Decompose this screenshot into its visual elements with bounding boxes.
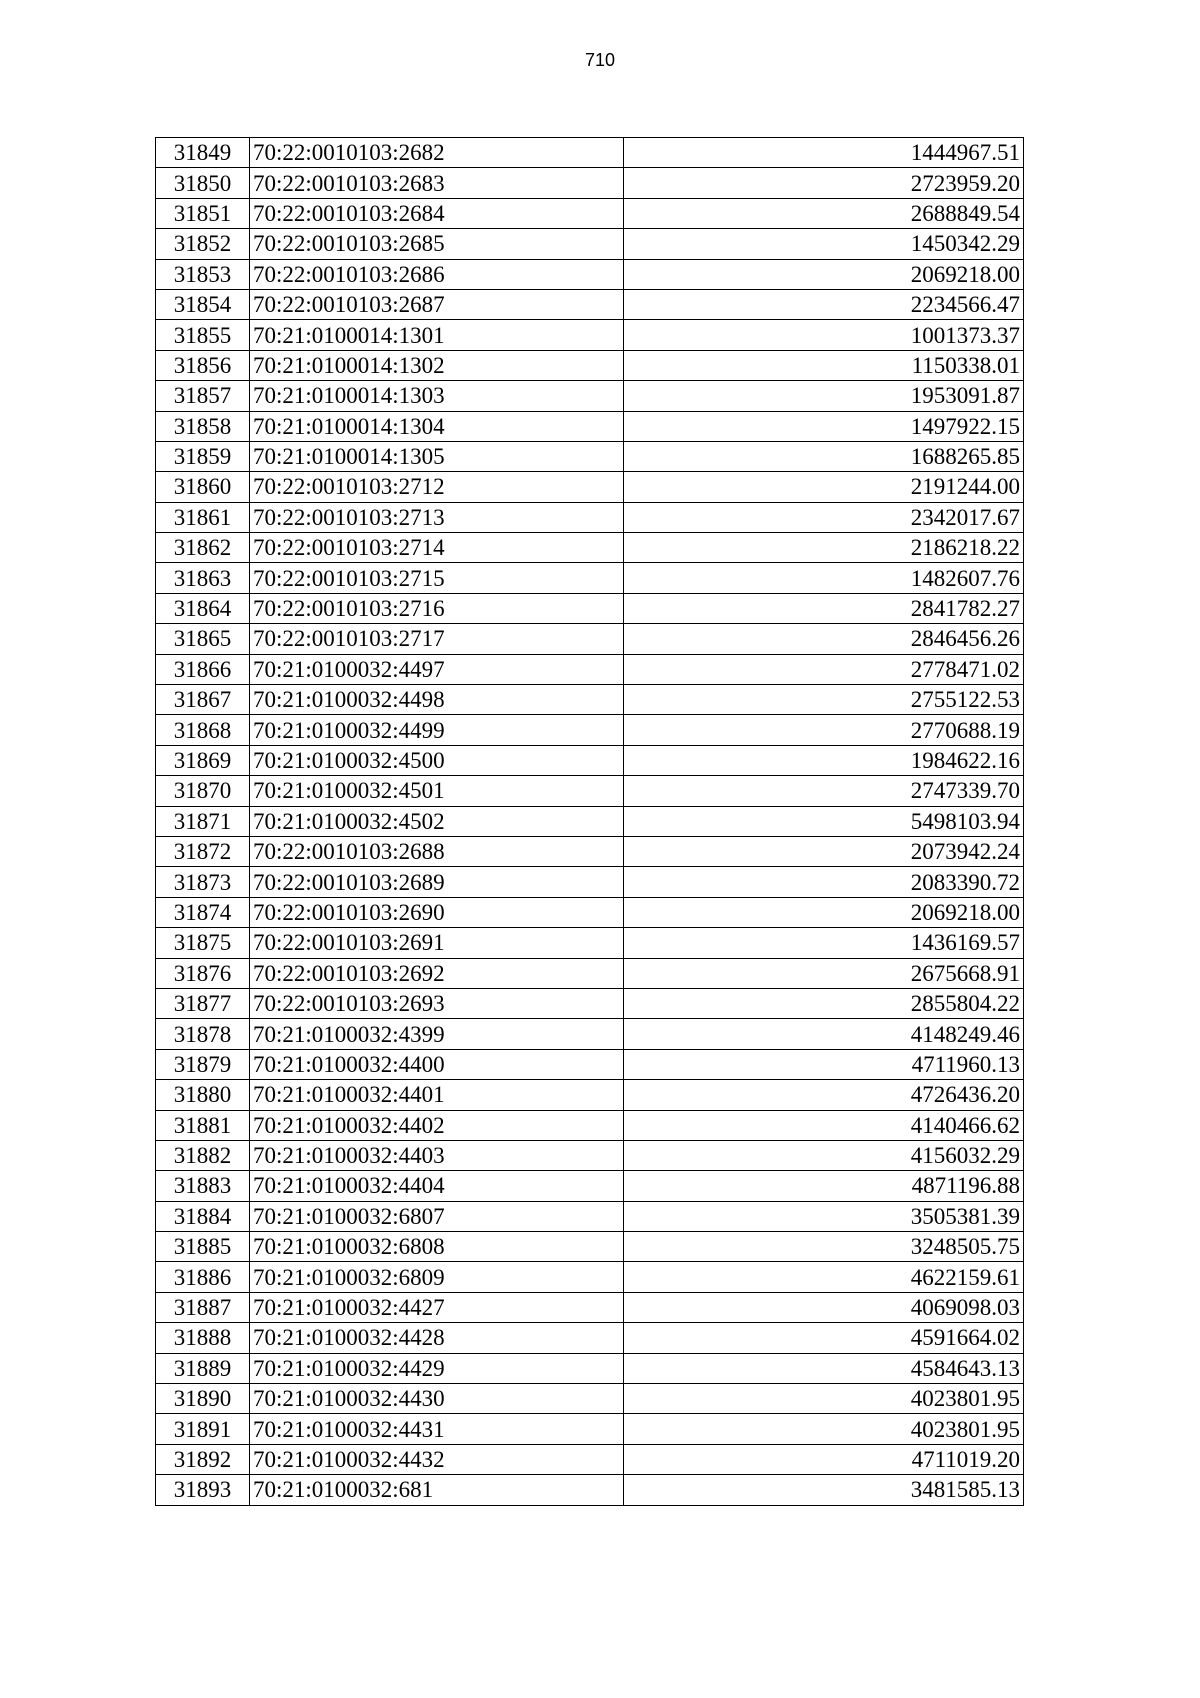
value-cell: 2846456.26 xyxy=(624,624,1024,654)
cadastral-number-cell: 70:21:0100014:1303 xyxy=(250,381,624,411)
table-row xyxy=(156,715,1024,745)
value-cell: 5498103.94 xyxy=(624,806,1024,836)
value-cell: 2234566.47 xyxy=(624,289,1024,319)
cadastral-number-cell: 70:21:0100032:4498 xyxy=(250,685,624,715)
table-row xyxy=(156,806,1024,836)
table-row xyxy=(156,1262,1024,1292)
value-cell: 1450342.29 xyxy=(624,229,1024,259)
value-cell: 4023801.95 xyxy=(624,1384,1024,1414)
table-row xyxy=(156,1353,1024,1383)
value-cell: 2723959.20 xyxy=(624,168,1024,198)
row-number-cell: 31855 xyxy=(156,320,250,350)
cadastral-value-table xyxy=(155,137,1024,1506)
cadastral-number-cell: 70:21:0100032:4404 xyxy=(250,1171,624,1201)
table-row xyxy=(156,1414,1024,1444)
cadastral-number-cell: 70:22:0010103:2716 xyxy=(250,593,624,623)
table-row xyxy=(156,1232,1024,1262)
value-cell: 2191244.00 xyxy=(624,472,1024,502)
cadastral-number-cell: 70:21:0100032:4499 xyxy=(250,715,624,745)
row-number-cell: 31858 xyxy=(156,411,250,441)
value-cell: 2770688.19 xyxy=(624,715,1024,745)
value-cell: 4711019.20 xyxy=(624,1444,1024,1474)
row-number-cell: 31857 xyxy=(156,381,250,411)
cadastral-number-cell: 70:21:0100032:4429 xyxy=(250,1353,624,1383)
table-row xyxy=(156,168,1024,198)
value-cell: 1482607.76 xyxy=(624,563,1024,593)
row-number-cell: 31866 xyxy=(156,654,250,684)
row-number-cell: 31863 xyxy=(156,563,250,593)
row-number-cell: 31884 xyxy=(156,1201,250,1231)
table-row xyxy=(156,745,1024,775)
cadastral-number-cell: 70:21:0100032:4402 xyxy=(250,1110,624,1140)
table-row xyxy=(156,958,1024,988)
cadastral-number-cell: 70:21:0100032:6807 xyxy=(250,1201,624,1231)
cadastral-number-cell: 70:21:0100032:4430 xyxy=(250,1384,624,1414)
cadastral-number-cell: 70:21:0100014:1302 xyxy=(250,350,624,380)
row-number-cell: 31888 xyxy=(156,1323,250,1353)
value-cell: 2069218.00 xyxy=(624,259,1024,289)
cadastral-number-cell: 70:22:0010103:2691 xyxy=(250,928,624,958)
row-number-cell: 31887 xyxy=(156,1292,250,1322)
cadastral-number-cell: 70:21:0100032:4399 xyxy=(250,1019,624,1049)
table-row xyxy=(156,1080,1024,1110)
table-row xyxy=(156,654,1024,684)
table-row xyxy=(156,1475,1024,1505)
value-cell: 2755122.53 xyxy=(624,685,1024,715)
value-cell: 4711960.13 xyxy=(624,1049,1024,1079)
row-number-cell: 31883 xyxy=(156,1171,250,1201)
row-number-cell: 31865 xyxy=(156,624,250,654)
cadastral-number-cell: 70:22:0010103:2713 xyxy=(250,502,624,532)
row-number-cell: 31876 xyxy=(156,958,250,988)
row-number-cell: 31891 xyxy=(156,1414,250,1444)
row-number-cell: 31873 xyxy=(156,867,250,897)
value-cell: 2778471.02 xyxy=(624,654,1024,684)
table-row xyxy=(156,1110,1024,1140)
value-cell: 3481585.13 xyxy=(624,1475,1024,1505)
table-row xyxy=(156,1323,1024,1353)
cadastral-number-cell: 70:22:0010103:2683 xyxy=(250,168,624,198)
cadastral-number-cell: 70:22:0010103:2714 xyxy=(250,533,624,563)
row-number-cell: 31851 xyxy=(156,198,250,228)
cadastral-number-cell: 70:22:0010103:2682 xyxy=(250,138,624,168)
row-number-cell: 31861 xyxy=(156,502,250,532)
table-row xyxy=(156,472,1024,502)
cadastral-number-cell: 70:21:0100032:4497 xyxy=(250,654,624,684)
cadastral-number-cell: 70:22:0010103:2686 xyxy=(250,259,624,289)
table-row xyxy=(156,441,1024,471)
table-row xyxy=(156,563,1024,593)
value-cell: 2855804.22 xyxy=(624,988,1024,1018)
table-row xyxy=(156,259,1024,289)
row-number-cell: 31852 xyxy=(156,229,250,259)
cadastral-number-cell: 70:22:0010103:2685 xyxy=(250,229,624,259)
row-number-cell: 31874 xyxy=(156,897,250,927)
value-cell: 2841782.27 xyxy=(624,593,1024,623)
row-number-cell: 31853 xyxy=(156,259,250,289)
row-number-cell: 31882 xyxy=(156,1140,250,1170)
row-number-cell: 31854 xyxy=(156,289,250,319)
value-cell: 1688265.85 xyxy=(624,441,1024,471)
value-cell: 1984622.16 xyxy=(624,745,1024,775)
cadastral-number-cell: 70:22:0010103:2693 xyxy=(250,988,624,1018)
table-row xyxy=(156,1171,1024,1201)
table-row xyxy=(156,320,1024,350)
cadastral-number-cell: 70:22:0010103:2712 xyxy=(250,472,624,502)
cadastral-number-cell: 70:22:0010103:2688 xyxy=(250,836,624,866)
value-cell: 2747339.70 xyxy=(624,776,1024,806)
cadastral-number-cell: 70:22:0010103:2687 xyxy=(250,289,624,319)
row-number-cell: 31872 xyxy=(156,836,250,866)
table-row xyxy=(156,776,1024,806)
cadastral-number-cell: 70:22:0010103:2690 xyxy=(250,897,624,927)
cadastral-number-cell: 70:21:0100032:4501 xyxy=(250,776,624,806)
row-number-cell: 31849 xyxy=(156,138,250,168)
value-cell: 1150338.01 xyxy=(624,350,1024,380)
cadastral-number-cell: 70:21:0100014:1304 xyxy=(250,411,624,441)
value-cell: 4591664.02 xyxy=(624,1323,1024,1353)
row-number-cell: 31862 xyxy=(156,533,250,563)
value-cell: 1953091.87 xyxy=(624,381,1024,411)
value-cell: 4726436.20 xyxy=(624,1080,1024,1110)
value-cell: 1444967.51 xyxy=(624,138,1024,168)
row-number-cell: 31875 xyxy=(156,928,250,958)
table-row xyxy=(156,897,1024,927)
table-row xyxy=(156,593,1024,623)
value-cell: 2688849.54 xyxy=(624,198,1024,228)
table-row xyxy=(156,867,1024,897)
value-cell: 1436169.57 xyxy=(624,928,1024,958)
value-cell: 4871196.88 xyxy=(624,1171,1024,1201)
cadastral-number-cell: 70:21:0100032:4428 xyxy=(250,1323,624,1353)
table-row xyxy=(156,533,1024,563)
row-number-cell: 31881 xyxy=(156,1110,250,1140)
table-row xyxy=(156,1292,1024,1322)
cadastral-number-cell: 70:21:0100032:4431 xyxy=(250,1414,624,1444)
row-number-cell: 31892 xyxy=(156,1444,250,1474)
table-row xyxy=(156,928,1024,958)
row-number-cell: 31860 xyxy=(156,472,250,502)
value-cell: 3248505.75 xyxy=(624,1232,1024,1262)
row-number-cell: 31870 xyxy=(156,776,250,806)
table-row xyxy=(156,289,1024,319)
value-cell: 2186218.22 xyxy=(624,533,1024,563)
cadastral-number-cell: 70:22:0010103:2692 xyxy=(250,958,624,988)
cadastral-number-cell: 70:21:0100032:4401 xyxy=(250,1080,624,1110)
value-cell: 3505381.39 xyxy=(624,1201,1024,1231)
value-cell: 2083390.72 xyxy=(624,867,1024,897)
table-row xyxy=(156,502,1024,532)
table-row xyxy=(156,988,1024,1018)
cadastral-number-cell: 70:21:0100032:4432 xyxy=(250,1444,624,1474)
cadastral-number-cell: 70:21:0100032:681 xyxy=(250,1475,624,1505)
table-row xyxy=(156,138,1024,168)
row-number-cell: 31850 xyxy=(156,168,250,198)
row-number-cell: 31877 xyxy=(156,988,250,1018)
value-cell: 4023801.95 xyxy=(624,1414,1024,1444)
table-row xyxy=(156,1384,1024,1414)
value-cell: 2073942.24 xyxy=(624,836,1024,866)
cadastral-number-cell: 70:21:0100032:4403 xyxy=(250,1140,624,1170)
cadastral-number-cell: 70:21:0100032:4502 xyxy=(250,806,624,836)
cadastral-number-cell: 70:22:0010103:2689 xyxy=(250,867,624,897)
row-number-cell: 31869 xyxy=(156,745,250,775)
value-cell: 4622159.61 xyxy=(624,1262,1024,1292)
page-number: 710 xyxy=(584,50,616,70)
row-number-cell: 31886 xyxy=(156,1262,250,1292)
table-row xyxy=(156,1049,1024,1079)
row-number-cell: 31856 xyxy=(156,350,250,380)
value-cell: 2675668.91 xyxy=(624,958,1024,988)
value-cell: 4069098.03 xyxy=(624,1292,1024,1322)
cadastral-number-cell: 70:22:0010103:2715 xyxy=(250,563,624,593)
value-cell: 2069218.00 xyxy=(624,897,1024,927)
value-cell: 2342017.67 xyxy=(624,502,1024,532)
row-number-cell: 31871 xyxy=(156,806,250,836)
table-row xyxy=(156,685,1024,715)
table-row xyxy=(156,1201,1024,1231)
row-number-cell: 31867 xyxy=(156,685,250,715)
row-number-cell: 31890 xyxy=(156,1384,250,1414)
value-cell: 1001373.37 xyxy=(624,320,1024,350)
value-cell: 1497922.15 xyxy=(624,411,1024,441)
cadastral-number-cell: 70:21:0100032:4400 xyxy=(250,1049,624,1079)
table-row xyxy=(156,1019,1024,1049)
table-row xyxy=(156,624,1024,654)
value-cell: 4584643.13 xyxy=(624,1353,1024,1383)
table-row xyxy=(156,381,1024,411)
cadastral-number-cell: 70:22:0010103:2717 xyxy=(250,624,624,654)
row-number-cell: 31864 xyxy=(156,593,250,623)
cadastral-number-cell: 70:21:0100032:6809 xyxy=(250,1262,624,1292)
row-number-cell: 31878 xyxy=(156,1019,250,1049)
row-number-cell: 31893 xyxy=(156,1475,250,1505)
row-number-cell: 31885 xyxy=(156,1232,250,1262)
table-row xyxy=(156,836,1024,866)
cadastral-number-cell: 70:21:0100014:1301 xyxy=(250,320,624,350)
table-row xyxy=(156,229,1024,259)
value-cell: 4140466.62 xyxy=(624,1110,1024,1140)
table-row xyxy=(156,1140,1024,1170)
table-row xyxy=(156,411,1024,441)
cadastral-number-cell: 70:21:0100032:4427 xyxy=(250,1292,624,1322)
cadastral-number-cell: 70:21:0100014:1305 xyxy=(250,441,624,471)
value-cell: 4148249.46 xyxy=(624,1019,1024,1049)
row-number-cell: 31880 xyxy=(156,1080,250,1110)
table-row xyxy=(156,1444,1024,1474)
value-cell: 4156032.29 xyxy=(624,1140,1024,1170)
row-number-cell: 31889 xyxy=(156,1353,250,1383)
cadastral-number-cell: 70:21:0100032:4500 xyxy=(250,745,624,775)
table-row xyxy=(156,350,1024,380)
table-body xyxy=(156,138,1024,1506)
cadastral-number-cell: 70:21:0100032:6808 xyxy=(250,1232,624,1262)
table-row xyxy=(156,198,1024,228)
row-number-cell: 31868 xyxy=(156,715,250,745)
row-number-cell: 31859 xyxy=(156,441,250,471)
row-number-cell: 31879 xyxy=(156,1049,250,1079)
cadastral-number-cell: 70:22:0010103:2684 xyxy=(250,198,624,228)
